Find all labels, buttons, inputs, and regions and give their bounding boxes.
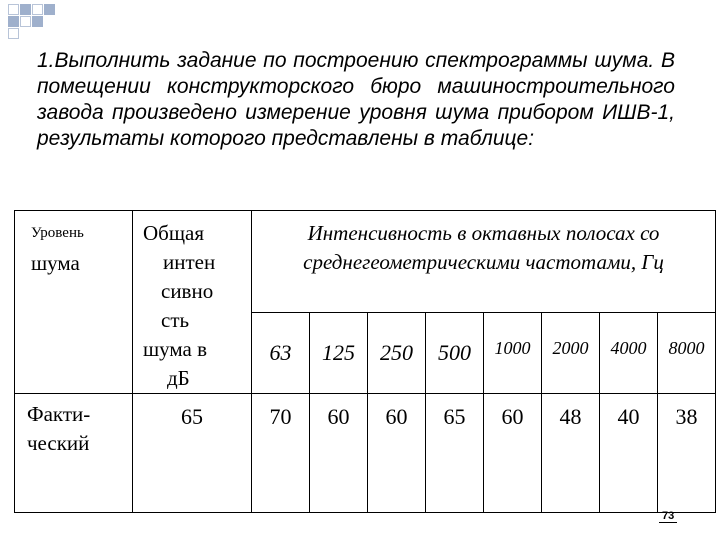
total-header-line: сивно (161, 279, 214, 303)
band-value-cell: 38 (658, 394, 716, 513)
total-header-line: Общая (143, 221, 205, 245)
frequency-cell: 4000 (600, 313, 658, 394)
band-value-cell: 60 (310, 394, 368, 513)
decorative-squares (0, 0, 60, 40)
frequency-cell: 8000 (658, 313, 716, 394)
total-header-cell (133, 211, 252, 394)
intensity-header-cell: Интенсивность в октавных полосах со среднегеометрическими частотами, Гц (252, 211, 716, 313)
total-header-line: шума в (143, 337, 208, 361)
frequency-cell: 500 (426, 313, 484, 394)
total-header-line: интен (163, 250, 216, 274)
task-description: 1.Выполнить задание по построению спектрограммы шума. В помещении конструкторского бюро машиностроительного завода произведено измерение уровня шума прибором ИШВ-1, результаты которого представлены в таблице: (37, 49, 675, 150)
noise-table (14, 210, 716, 513)
frequency-cell: 1000 (484, 313, 542, 394)
level-header-cell (15, 211, 133, 394)
band-value-cell: 40 (600, 394, 658, 513)
level-header-line2: шума (31, 251, 80, 275)
header-row (15, 211, 716, 313)
band-value-cell: 48 (542, 394, 600, 513)
band-value-cell: 60 (368, 394, 426, 513)
band-value-cell: 70 (252, 394, 310, 513)
band-value-cell: 65 (426, 394, 484, 513)
frequency-cell: 2000 (542, 313, 600, 394)
table-row (15, 394, 716, 513)
frequency-cell: 250 (368, 313, 426, 394)
frequency-cell: 63 (252, 313, 310, 394)
row-label-cell (15, 394, 133, 513)
total-header-line: сть (161, 308, 190, 332)
band-value-cell: 60 (484, 394, 542, 513)
total-value-cell: 65 (133, 394, 252, 513)
page-number: 73 (662, 510, 675, 522)
total-header-line: дБ (167, 366, 190, 390)
row-label-line: ческий (27, 431, 90, 455)
frequency-cell: 125 (310, 313, 368, 394)
level-header-line1: Уровень (31, 225, 84, 241)
noise-table-container (14, 210, 716, 513)
row-label-line: Факти- (27, 402, 91, 426)
